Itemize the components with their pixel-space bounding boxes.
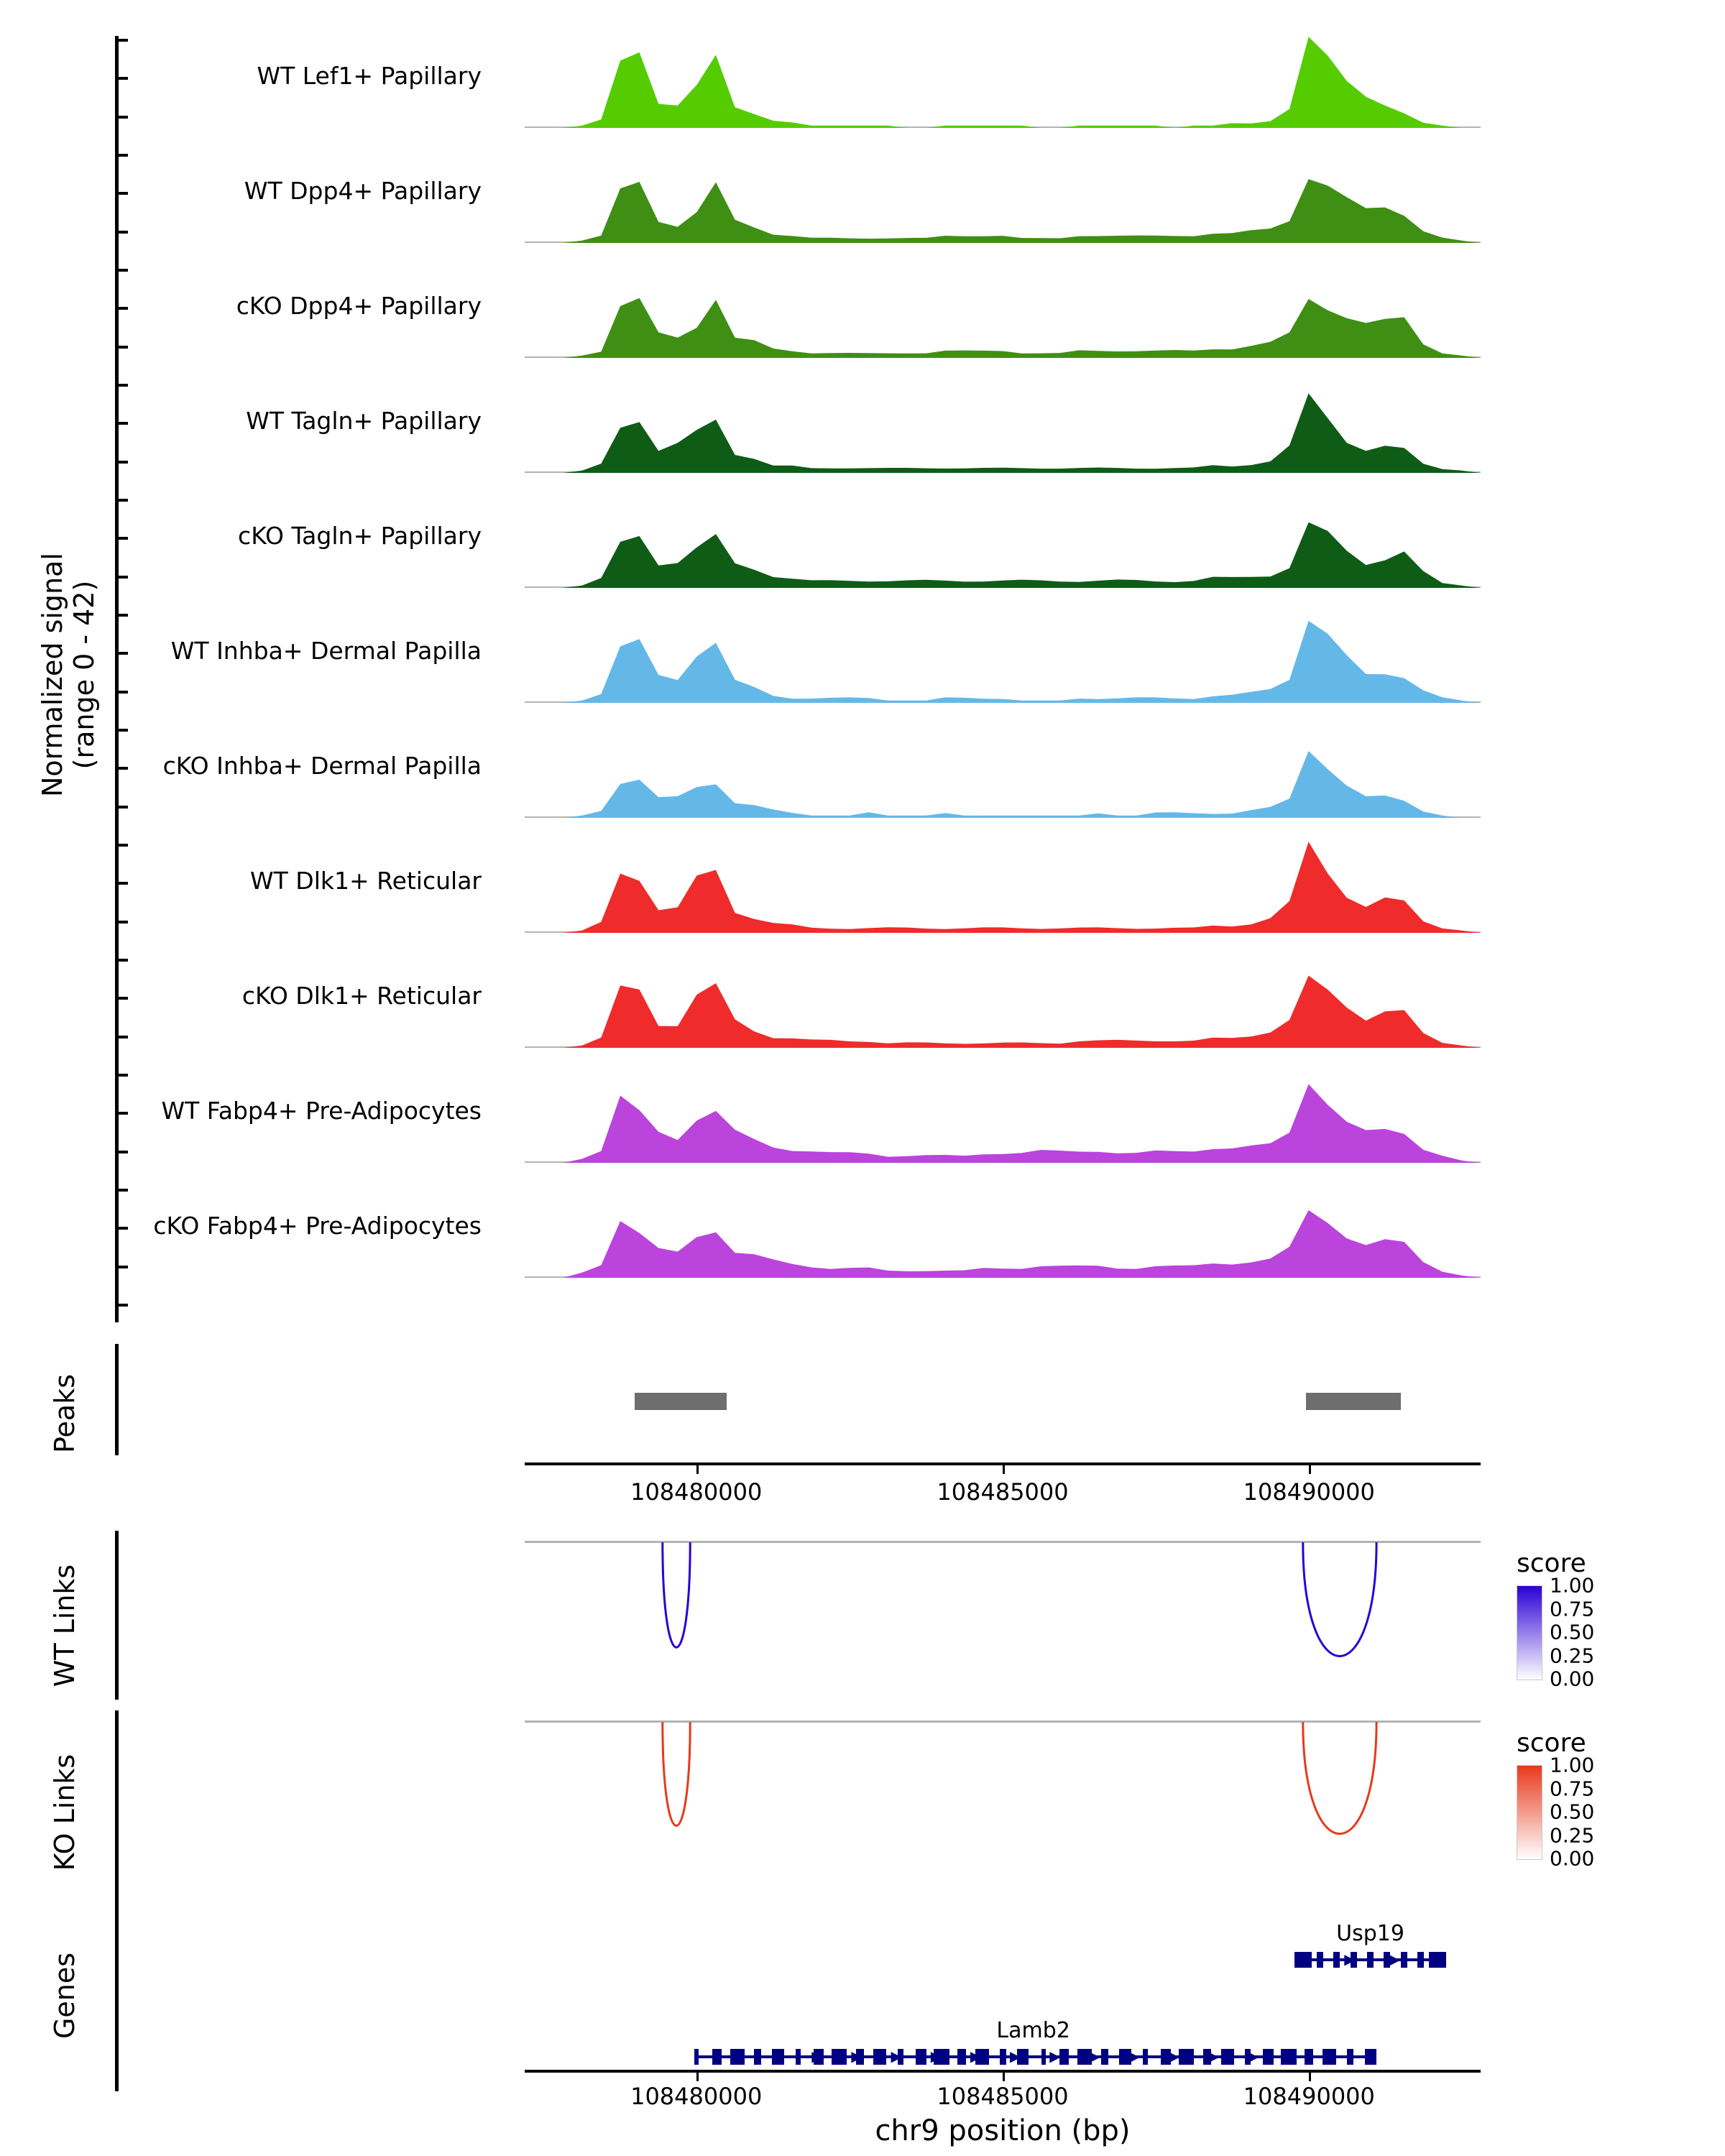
coverage-track-plot (525, 29, 1481, 144)
gene-strand-arrow: ▶ (1089, 2047, 1100, 2065)
x-axis-tick-label: 108490000 (1243, 2083, 1375, 2110)
x-axis-tick (1309, 1465, 1311, 1474)
coverage-track-label: cKO Fabp4+ Pre-Adipocytes (153, 1212, 482, 1240)
wt-links-curves (525, 1531, 1481, 1725)
coverage-track (144, 834, 1481, 949)
peak-region (1306, 1393, 1401, 1410)
coverage-track-plot (525, 604, 1481, 719)
x-axis-tick (1003, 2073, 1005, 2081)
coverage-axis-tick (115, 384, 128, 387)
coverage-axis-tick (115, 767, 128, 770)
wt-links-legend-title: score (1517, 1549, 1586, 1578)
coverage-track-label: cKO Dlk1+ Reticular (242, 982, 482, 1010)
gene-exon (1101, 2049, 1108, 2065)
wt-links-legend-ticks (1550, 1573, 1643, 1691)
ko-links-panel-label: KO Links (49, 1754, 80, 1871)
peaks-plot (525, 1344, 1481, 1459)
coverage-axis-tick (115, 1304, 128, 1307)
legend-tick-label: 0.50 (1550, 1800, 1595, 1824)
coverage-axis-tick (115, 269, 128, 272)
coverage-axis-tick (115, 346, 128, 349)
link-arc (663, 1722, 690, 1825)
gene-exon (1365, 2049, 1376, 2065)
coverage-axis-tick (115, 422, 128, 425)
genes-panel-label: Genes (49, 1952, 80, 2040)
gene-exon (1401, 1952, 1407, 1968)
gene-exon (1179, 2049, 1194, 2065)
coverage-axis-tick (115, 116, 128, 119)
coverage-area (525, 259, 1481, 374)
coverage-area (525, 1064, 1481, 1179)
coverage-track (144, 29, 1481, 144)
legend-tick-label: 0.50 (1550, 1620, 1595, 1644)
coverage-axis-tick (115, 461, 128, 464)
coverage-axis-tick (115, 1074, 128, 1077)
x-axis-tick (696, 2073, 699, 2081)
coverage-area (525, 374, 1481, 489)
y-axis-label-signal (37, 423, 100, 926)
coverage-area (525, 604, 1481, 719)
legend-tick-label: 0.00 (1550, 1667, 1595, 1691)
gene-strand-arrow: ▶ (1344, 1950, 1356, 1968)
coverage-axis-tick (115, 652, 128, 655)
gene-exon (694, 2049, 699, 2065)
gene-exon (1417, 1952, 1424, 1968)
gene-strand-arrow: ▶ (1389, 1950, 1401, 1968)
coverage-track (144, 949, 1481, 1064)
coverage-axis-tick (115, 1227, 128, 1230)
legend-tick-label: 0.75 (1550, 1777, 1595, 1800)
wt-links-plot (525, 1531, 1481, 1725)
gene-strand-arrow: ▶ (1287, 2047, 1299, 2065)
peaks-axis-spine (115, 1344, 119, 1455)
coverage-axis-tick (115, 499, 128, 502)
coverage-axis-tick (115, 1151, 128, 1153)
coverage-area (525, 719, 1481, 834)
peaks-panel-label: Peaks (49, 1373, 80, 1454)
coverage-track-label: cKO Dpp4+ Papillary (236, 292, 482, 320)
coverage-track-label: WT Fabp4+ Pre-Adipocytes (161, 1097, 482, 1125)
ko-links-legend-ticks (1550, 1753, 1643, 1871)
coverage-area (525, 1179, 1481, 1294)
coverage-axis-tick (115, 729, 128, 732)
coverage-track-plot (525, 949, 1481, 1064)
coverage-axis-tick (115, 537, 128, 540)
coverage-area (525, 949, 1481, 1064)
gene-strand-arrow: ▶ (1049, 2047, 1061, 2065)
coverage-axis-tick (115, 882, 128, 885)
y-axis-label-line1: Normalized signal (37, 553, 68, 797)
coverage-axis-tick (115, 231, 128, 234)
gene-exon (1317, 1952, 1323, 1968)
gene-exon (796, 2049, 801, 2065)
gene-exon (832, 2049, 847, 2065)
gene-strand-arrow: ▶ (1010, 2047, 1021, 2065)
gene-exon (1294, 1952, 1312, 1968)
gene-exon (957, 2049, 966, 2065)
ko-links-legend-colorbar (1517, 1765, 1542, 1860)
ko-links-axis-spine (115, 1710, 119, 1879)
gene-strand-arrow: ▶ (772, 2047, 783, 2065)
gene-exon (1143, 2049, 1148, 2065)
legend-tick-label: 0.00 (1550, 1846, 1595, 1871)
gene-strand-arrow: ▶ (891, 2047, 902, 2065)
peaks-x-axis (525, 1462, 1481, 1527)
coverage-track-plot (525, 374, 1481, 489)
legend-tick-label: 0.75 (1550, 1597, 1595, 1621)
coverage-axis-tick (115, 806, 128, 808)
x-axis-tick-label: 108480000 (630, 1478, 763, 1506)
coverage-axis-tick (115, 39, 128, 42)
wt-links-axis-spine (115, 1531, 119, 1700)
coverage-axis-tick (115, 614, 128, 617)
x-axis-tick (696, 1465, 699, 1474)
gene-strand-arrow: ▶ (1128, 2047, 1140, 2065)
coverage-track-plot (525, 489, 1481, 604)
coverage-area (525, 144, 1481, 259)
gene-exon (1000, 2049, 1006, 2065)
coverage-track-plot (525, 259, 1481, 374)
gene-strand-arrow: ▶ (1327, 2047, 1338, 2065)
coverage-axis-tick (115, 192, 128, 195)
ko-links-legend (1517, 1728, 1696, 1871)
gene-exon (1333, 1952, 1340, 1968)
coverage-track-plot (525, 834, 1481, 949)
coverage-axis-tick (115, 997, 128, 1000)
coverage-axis-tick (115, 844, 128, 847)
coverage-track (144, 489, 1481, 604)
x-axis-tick-label: 108485000 (937, 1478, 1069, 1506)
gene-strand-arrow: ▶ (930, 2047, 942, 2065)
gene-exon (873, 2049, 886, 2065)
wt-links-legend-colorbar (1517, 1585, 1542, 1680)
coverage-track-label: WT Tagln+ Papillary (246, 407, 482, 435)
ko-links-legend-title: score (1517, 1728, 1586, 1758)
gene-name-label: Lamb2 (996, 2018, 1070, 2043)
coverage-track-plot (525, 1064, 1481, 1179)
gene-exon (1367, 1952, 1374, 1968)
coverage-axis-tick (115, 959, 128, 962)
y-axis-label-line2: (range 0 - 42) (68, 580, 100, 770)
x-axis-tick (1003, 1465, 1005, 1474)
gene-exon (1263, 2049, 1274, 2065)
coverage-axis-tick (115, 154, 128, 157)
coverage-track-label: WT Dpp4+ Papillary (244, 177, 482, 205)
coverage-axis-tick (115, 1266, 128, 1268)
coverage-track-label: cKO Inhba+ Dermal Papilla (162, 752, 482, 780)
gene-exon (1347, 2049, 1353, 2065)
coverage-track-plot (525, 144, 1481, 259)
coverage-axis-tick (115, 77, 128, 80)
coverage-track (144, 1179, 1481, 1294)
coverage-axis-spine (115, 36, 119, 1322)
link-arc (663, 1542, 690, 1647)
genes-axis-spine (115, 1876, 119, 2091)
x-axis-tick-label: 108490000 (1243, 1478, 1375, 1506)
legend-tick-label: 1.00 (1550, 1573, 1595, 1598)
legend-tick-label: 0.25 (1550, 1823, 1595, 1847)
coverage-track (144, 1064, 1481, 1179)
gene-exon (754, 2049, 761, 2065)
coverage-area (525, 29, 1481, 144)
legend-tick-label: 0.25 (1550, 1644, 1595, 1667)
coverage-track (144, 604, 1481, 719)
coverage-axis-tick (115, 307, 128, 310)
coverage-track (144, 259, 1481, 374)
gene-strand-arrow: ▶ (1208, 2047, 1220, 2065)
x-axis-label: chr9 position (bp) (875, 2114, 1131, 2147)
coverage-track-label: WT Dlk1+ Reticular (250, 867, 482, 895)
link-arc (1303, 1722, 1376, 1834)
coverage-axis-tick (115, 1036, 128, 1038)
gene-name-label: Usp19 (1336, 1921, 1404, 1946)
coverage-area (525, 489, 1481, 604)
gene-strand-arrow: ▶ (970, 2047, 982, 2065)
wt-links-legend (1517, 1549, 1696, 1691)
x-axis-tick-label: 108485000 (937, 2083, 1069, 2110)
peak-region (635, 1393, 727, 1410)
coverage-tracks-panel (115, 29, 1481, 1322)
coverage-track-label: cKO Tagln+ Papillary (238, 522, 482, 550)
wt-links-panel-label: WT Links (49, 1564, 80, 1687)
gene-strand-arrow: ▶ (811, 2047, 823, 2065)
gene-strand-arrow: ▶ (732, 2047, 744, 2065)
gene-exon (1305, 2049, 1313, 2065)
gene-strand-arrow: ▶ (851, 2047, 862, 2065)
wt-links-panel (115, 1531, 1481, 1725)
legend-tick-label: 1.00 (1550, 1753, 1595, 1777)
coverage-track (144, 719, 1481, 834)
coverage-area (525, 834, 1481, 949)
gene-exon (1041, 2049, 1046, 2065)
gene-strand-arrow: ▶ (1168, 2047, 1180, 2065)
gene-strand-arrow: ▶ (1248, 2047, 1259, 2065)
genes-plot (525, 1876, 1481, 2091)
coverage-track-plot (525, 719, 1481, 834)
bottom-x-axis (525, 2070, 1481, 2149)
coverage-axis-tick (115, 1189, 128, 1192)
peaks-panel (115, 1344, 1481, 1459)
x-axis-tick (1309, 2073, 1311, 2081)
gene-exon (712, 2049, 722, 2065)
link-arc (1303, 1542, 1376, 1656)
coverage-axis-tick (115, 1112, 128, 1115)
coverage-track-plot (525, 1179, 1481, 1294)
gene-exon (916, 2049, 926, 2065)
coverage-track-label: WT Inhba+ Dermal Papilla (170, 637, 482, 665)
coverage-axis-tick (115, 921, 128, 923)
coverage-track-label: WT Lef1+ Papillary (257, 62, 482, 90)
coverage-track (144, 374, 1481, 489)
gene-exon (1429, 1952, 1446, 1968)
gene-exon (1221, 2049, 1234, 2065)
coverage-axis-tick (115, 691, 128, 694)
coverage-track (144, 144, 1481, 259)
coverage-axis-tick (115, 576, 128, 579)
x-axis-tick-label: 108480000 (630, 2083, 763, 2110)
